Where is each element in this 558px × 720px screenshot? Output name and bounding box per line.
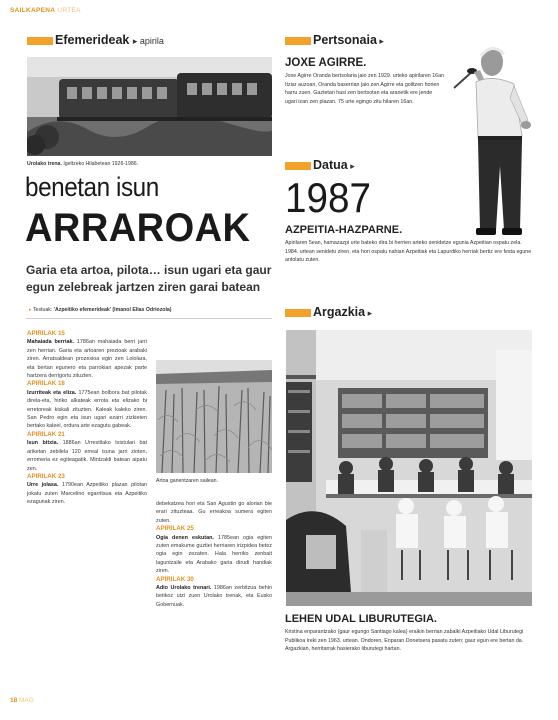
argazkia-caption: Kristina enparantzako (gaur egungo Santiago kalea) eraikin berrian zabalki Azpeitiako Udal Liburutegi Publikoa ireki zen 1963. urtean. Ondoren, Enparan Donetsera pasatu zuten; gaur egun ere bertan da. Argazkian, herritarrak hasierako liburutegi hartan. [285,629,524,653]
headline-divider [26,318,272,319]
entry-item [156,500,272,525]
entry-date: APIRILAK 18 [27,380,65,388]
entry-text: 1986an zerbitzua behin betikoz utzi zuen Urolako trenak, eta Eusko Gobernuak. [156,585,272,608]
train-photo-caption: Urolako trena. Igeltzeko Hilabetean 1926-1986. [27,161,139,167]
page-footer [10,697,34,704]
entry-item [156,576,272,610]
entry-date: APIRILAK 21 [27,430,65,438]
entry-lead: Adio Urolako trenari. [156,585,212,592]
entry-item [27,473,147,507]
entry-text: debekatzea hori eta San Agustin go alorian bie erari zituzteaa. Gu erreakoa sumera egiten zuten. [156,501,272,524]
entry-date: APIRILAK 30 [156,575,194,583]
train-photo [27,57,272,156]
entry-text: 1886an Urrestilako txistulari bat ariketan zebilela 120 erreal isuna jarri zioten, erromeria ez egiteagatik. Mintzaldi batean aipatu zen. [27,440,147,472]
entry-text: 1786an mahaiada berri jarri zen herrian. Garia eta artoaren prezioak arabaki ziren. Arratsaldean prozesioa egin zen Loiolara, eta bertan egunero eta parrokian apezak parte hartzera derrigortu zituzten. [27,339,147,380]
cornfield-caption: Artoa ganentzaren sailean. [156,478,219,484]
headline-kicker: benetan isun [25,172,159,202]
bertsolari-photo [448,40,544,240]
entry-text: 1775ean bolbora bat pilotak direla-eta, hiriko alkateak errota eta elizako bi erretoreak kiskali zituzten. Kaleak kaleko ziren. San Pedro egin eta isun ugari ezarri zizkieten bertako kaleei, ordura arte ezagutu gabeak. [27,389,147,430]
datua-title: Datua ▸ [313,158,355,172]
efemerideak-title: Efemerideak ▸ apirila [55,33,164,47]
entry-lead: Isun bitxia. [27,440,59,447]
entry-date: APIRILAK 23 [27,472,65,480]
argazkia-title: Argazkia ▸ [313,305,373,319]
efemerideak-subtitle: apirila [139,36,164,46]
entry-date: APIRILAK 25 [156,525,194,533]
pertsonaia-title: Pertsonaia ▸ [313,33,384,47]
entries-right-column [156,500,272,690]
entry-lead: Ogia denen eskutan. [156,534,214,541]
datua-place: AZPEITIA-HAZPARNE. [285,224,403,236]
entry-item [27,330,147,380]
headline-source: ▸ Testuak: 'Azpeitiko efemerideak' (Imanol Elias Odriozola) [29,307,172,313]
entries-left-column [27,330,147,690]
footer-label: MAG [19,697,34,704]
library-photo [286,330,532,606]
entry-lead: Izurriteak eta eliza. [27,389,77,396]
entry-lead: Urre jolasa. [27,482,59,489]
pertsonaia-text: Joxe Agirre Oranda bertsolaria jaio zen 1929. urteko apirilaren 16an Itziar auzoan, Oranda baserrian jaio zen Agirre eta goiltzen horien harru zuen. Gaztetan hasi zen bertsotan eta aranetik ere jende ugari izan zen plazan. 75 urte egingo zitu hilaren 16an. [285,73,445,105]
entry-text: 1790ean Azpeitiko plazan pilotan jokatu zuten Marcelino egarritsua eta Azpeitiko ezagunak ziren. [27,482,147,506]
headline-deck: Garia eta artoa, pilota… isun ugari eta gaur egun zelebreak jartzen ziren garai batean [26,263,272,294]
headline-main: ARRAROAK [25,206,251,250]
pertsonaia-bar [285,37,311,45]
entry-item [27,431,147,473]
pertsonaia-name: JOXE AGIRRE. [285,57,367,69]
entry-item [27,380,147,430]
page-header [10,7,81,14]
entry-date: APIRILAK 15 [27,330,65,337]
header-section-label: SAILKAPENA [10,7,56,14]
datua-text: Apirilaren 5ean, hamazazpi urte bateko dira bi herrien arteko senidetze egunia Azpeitian ospatu zela. 1984. urtean senidetu ziren, eta hori ospatu nahian Azpeitiak eta Lapurdiko herriak bertiz ere festa egune antolatu zuten. [285,240,532,264]
efemerideak-bar [27,37,53,45]
cornfield-photo [156,360,272,473]
datua-year: 1987 [285,174,371,221]
header-section-sub: URTEA [57,7,81,14]
entry-lead: Mahaiada berriak. [27,339,74,346]
entry-item [156,525,272,575]
entry-text: 1785ean ogia egiten zuten emakume guztiei herriaren irizpidea betez ogia egin zezaten. Hala herriko zenbait laguntzaile eta Arabako garia dirudi handiak ziren. [156,534,272,575]
argazkia-bar [285,309,311,317]
argazkia-caption-title: LEHEN UDAL LIBURUTEGIA. [285,613,437,625]
datua-bar [285,162,311,170]
page-number: 18 [10,697,18,704]
